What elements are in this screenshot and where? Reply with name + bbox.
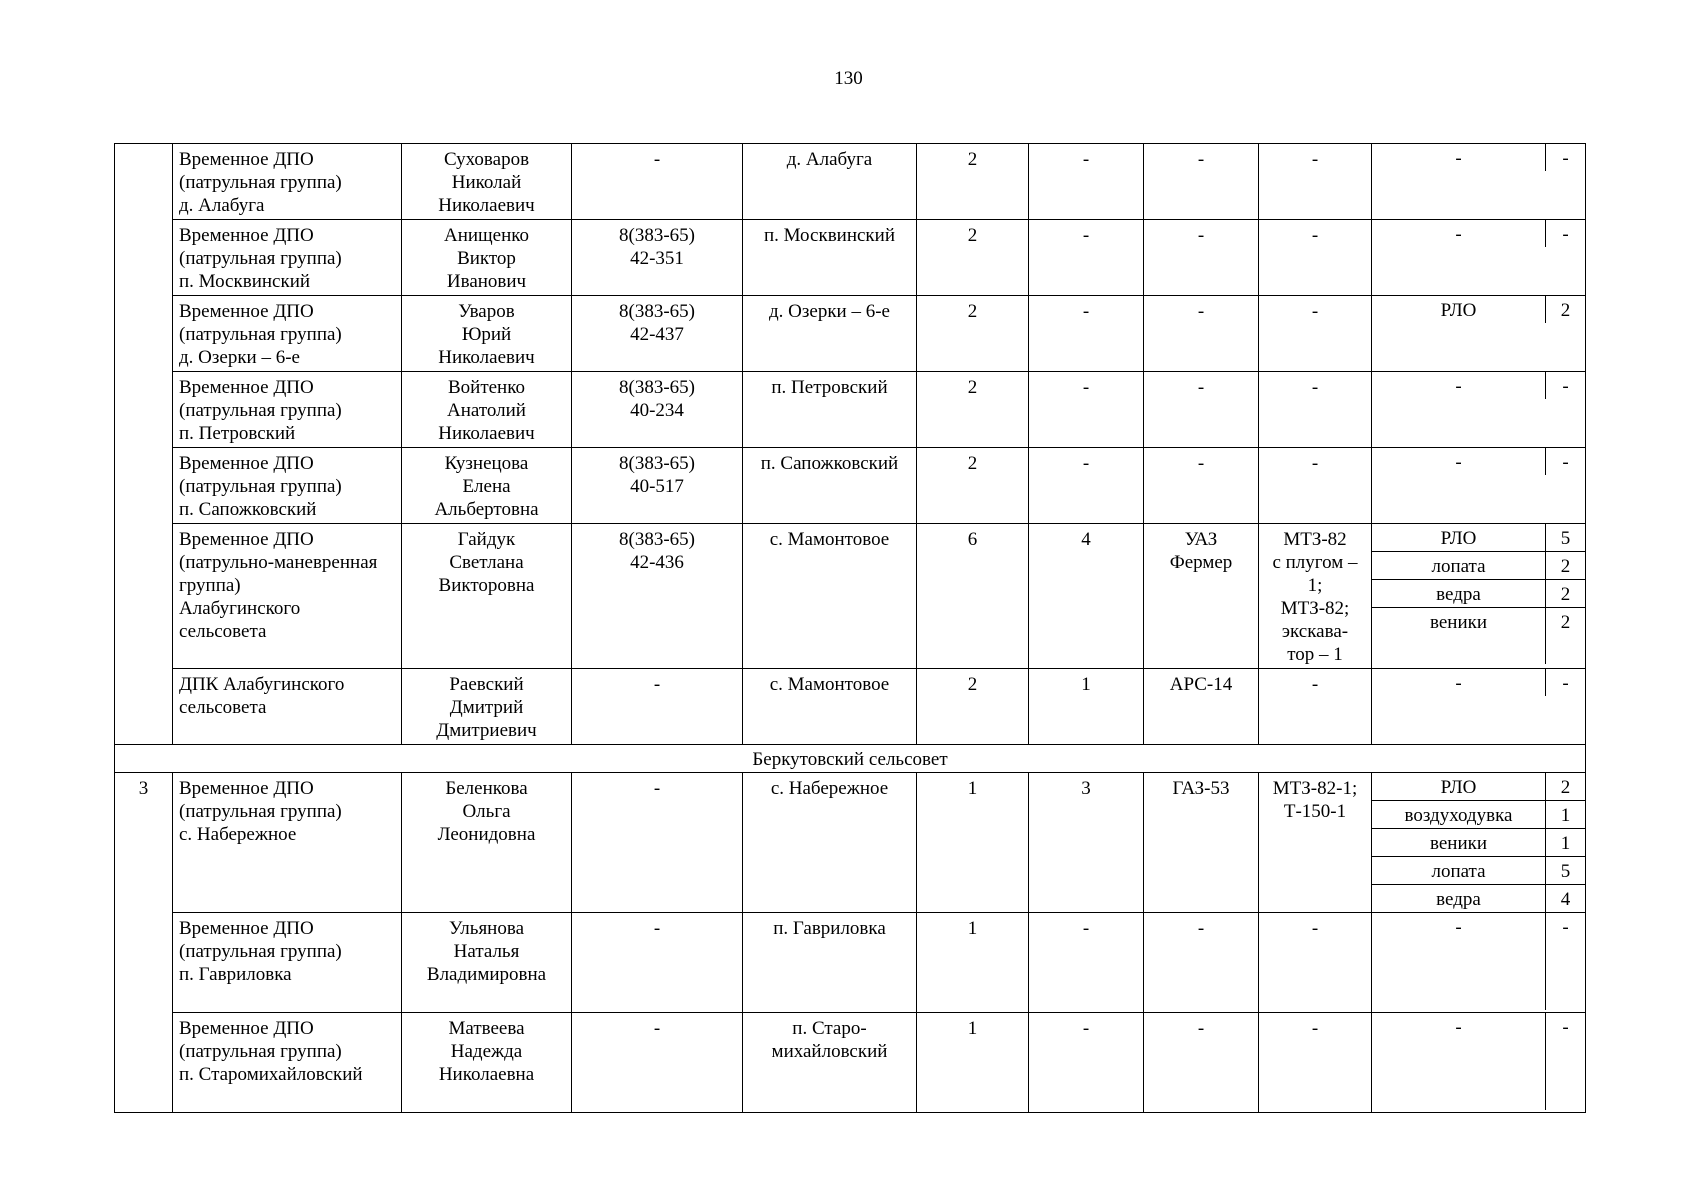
- head-cell: Кузнецова Елена Альбертовна: [402, 448, 572, 524]
- equipment-name: -: [1455, 224, 1462, 245]
- location-cell: п. Гавриловка: [743, 913, 917, 1013]
- location-cell: п. Москвинский: [743, 220, 917, 296]
- volunteers-cell: -: [1029, 913, 1144, 1013]
- fire-tech-cell: ГАЗ-53: [1144, 773, 1259, 913]
- section-row: [115, 745, 1586, 773]
- head-cell: Матвеева Надежда Николаевна: [402, 1013, 572, 1113]
- equipment-name: веники: [1372, 608, 1546, 665]
- equipment-cell: [1372, 913, 1586, 1013]
- phone-cell: 8(383-65) 42-351: [572, 220, 743, 296]
- volunteers-cell: -: [1029, 144, 1144, 220]
- equipment-name: -: [1455, 148, 1462, 169]
- equipment-name: лопата: [1372, 857, 1546, 885]
- table-row: [115, 524, 1586, 669]
- equipment-qty: 1: [1546, 801, 1586, 829]
- fire-tech-cell: -: [1144, 1013, 1259, 1113]
- volunteers-cell: -: [1029, 1013, 1144, 1113]
- location-cell: с. Набережное: [743, 773, 917, 913]
- equipment-qty: 4: [1546, 885, 1586, 913]
- equipment-name: ведра: [1372, 885, 1546, 913]
- people-cell: 6: [917, 524, 1029, 669]
- equipment-qty: 1: [1546, 829, 1586, 857]
- location-cell: с. Мамонтовое: [743, 524, 917, 669]
- page-number: 130: [834, 68, 863, 89]
- equipment-name: -: [1455, 1017, 1462, 1038]
- equipment-qty: -: [1546, 144, 1586, 171]
- unit-name-cell: Временное ДПО (патрульная группа) п. Москвинский: [173, 220, 402, 296]
- other-tech-cell: -: [1259, 296, 1372, 372]
- equipment-name: РЛО: [1440, 528, 1477, 549]
- head-cell: Беленкова Ольга Леонидовна: [402, 773, 572, 913]
- volunteers-cell: -: [1029, 372, 1144, 448]
- fire-tech-cell: УАЗ Фермер: [1144, 524, 1259, 669]
- people-cell: 1: [917, 913, 1029, 1013]
- equipment-qty: -: [1546, 913, 1586, 1010]
- equipment-qty: 2: [1546, 296, 1586, 323]
- equipment-qty: 2: [1546, 552, 1586, 580]
- phone-cell: -: [572, 1013, 743, 1113]
- equipment-qty: -: [1546, 372, 1586, 399]
- other-tech-cell: -: [1259, 144, 1372, 220]
- unit-name-cell: Временное ДПО (патрульная группа) п. Сапожковский: [173, 448, 402, 524]
- equipment-name: веники: [1372, 829, 1546, 857]
- table-row: [115, 913, 1586, 1013]
- equipment-name: лопата: [1372, 552, 1546, 580]
- equipment-cell: [1372, 773, 1586, 913]
- row-number-cell: 3: [115, 773, 173, 1113]
- location-cell: д. Алабуга: [743, 144, 917, 220]
- table-row: [115, 448, 1586, 524]
- equipment-qty: -: [1546, 220, 1586, 247]
- unit-name-cell: Временное ДПО (патрульная группа) д. Озерки – 6-е: [173, 296, 402, 372]
- table-row: [115, 220, 1586, 296]
- volunteers-cell: 1: [1029, 669, 1144, 745]
- equipment-name: -: [1455, 917, 1462, 938]
- section-title: Беркутовский сельсовет: [115, 745, 1586, 773]
- unit-name-cell: Временное ДПО (патрульная группа) п. Старомихайловский: [173, 1013, 402, 1113]
- other-tech-cell: МТЗ-82 с плугом – 1; МТЗ-82; экскава- тор – 1: [1259, 524, 1372, 669]
- equipment-name: воздуходувка: [1372, 801, 1546, 829]
- equipment-qty: -: [1546, 1013, 1586, 1110]
- location-cell: п. Петровский: [743, 372, 917, 448]
- equipment-qty: 5: [1546, 857, 1586, 885]
- head-cell: Гайдук Светлана Викторовна: [402, 524, 572, 669]
- table-row: [115, 372, 1586, 448]
- phone-cell: 8(383-65) 40-517: [572, 448, 743, 524]
- location-cell: д. Озерки – 6-е: [743, 296, 917, 372]
- people-cell: 2: [917, 220, 1029, 296]
- people-cell: 2: [917, 448, 1029, 524]
- phone-cell: -: [572, 669, 743, 745]
- equipment-cell: [1372, 372, 1586, 448]
- fire-tech-cell: -: [1144, 448, 1259, 524]
- unit-name-cell: Временное ДПО (патрульная группа) п. Петровский: [173, 372, 402, 448]
- fire-tech-cell: -: [1144, 144, 1259, 220]
- equipment-qty: -: [1546, 669, 1586, 696]
- equipment-qty: 2: [1546, 773, 1586, 801]
- other-tech-cell: МТЗ-82-1; Т-150-1: [1259, 773, 1372, 913]
- table-row: [115, 773, 1586, 913]
- equipment-cell: [1372, 448, 1586, 524]
- location-cell: п. Старо- михайловский: [743, 1013, 917, 1113]
- fire-tech-cell: -: [1144, 913, 1259, 1013]
- fire-tech-cell: -: [1144, 296, 1259, 372]
- phone-cell: -: [572, 773, 743, 913]
- fire-tech-cell: -: [1144, 372, 1259, 448]
- other-tech-cell: -: [1259, 913, 1372, 1013]
- head-cell: Войтенко Анатолий Николаевич: [402, 372, 572, 448]
- equipment-qty: -: [1546, 448, 1586, 475]
- equipment-cell: [1372, 669, 1586, 745]
- other-tech-cell: -: [1259, 220, 1372, 296]
- equipment-name: -: [1455, 376, 1462, 397]
- head-cell: Раевский Дмитрий Дмитриевич: [402, 669, 572, 745]
- table-row: [115, 669, 1586, 745]
- row-number-cell: [115, 144, 173, 745]
- unit-name-cell: ДПК Алабугинского сельсовета: [173, 669, 402, 745]
- fire-tech-cell: -: [1144, 220, 1259, 296]
- head-cell: Ульянова Наталья Владимировна: [402, 913, 572, 1013]
- head-cell: Анищенко Виктор Иванович: [402, 220, 572, 296]
- equipment-name: ведра: [1372, 580, 1546, 608]
- equipment-cell: [1372, 220, 1586, 296]
- other-tech-cell: -: [1259, 1013, 1372, 1113]
- phone-cell: 8(383-65) 42-436: [572, 524, 743, 669]
- head-cell: Уваров Юрий Николаевич: [402, 296, 572, 372]
- volunteers-cell: -: [1029, 296, 1144, 372]
- equipment-name: -: [1455, 673, 1462, 694]
- equipment-cell: [1372, 296, 1586, 372]
- head-cell: Суховаров Николай Николаевич: [402, 144, 572, 220]
- location-cell: с. Мамонтовое: [743, 669, 917, 745]
- equipment-name: -: [1455, 452, 1462, 473]
- phone-cell: 8(383-65) 42-437: [572, 296, 743, 372]
- volunteers-cell: 3: [1029, 773, 1144, 913]
- people-cell: 2: [917, 144, 1029, 220]
- unit-name-cell: Временное ДПО (патрульно-маневренная группа) Алабугинского сельсовета: [173, 524, 402, 669]
- unit-name-cell: Временное ДПО (патрульная группа) п. Гавриловка: [173, 913, 402, 1013]
- people-cell: 2: [917, 372, 1029, 448]
- phone-cell: 8(383-65) 40-234: [572, 372, 743, 448]
- people-cell: 2: [917, 296, 1029, 372]
- equipment-name: РЛО: [1440, 777, 1477, 798]
- equipment-cell: [1372, 1013, 1586, 1113]
- fire-units-table: [114, 143, 1586, 1113]
- table-row: [115, 1013, 1586, 1113]
- other-tech-cell: -: [1259, 448, 1372, 524]
- equipment-cell: [1372, 524, 1586, 669]
- equipment-qty: 5: [1546, 524, 1586, 552]
- people-cell: 1: [917, 773, 1029, 913]
- unit-name-cell: Временное ДПО (патрульная группа) д. Алабуга: [173, 144, 402, 220]
- people-cell: 1: [917, 1013, 1029, 1113]
- volunteers-cell: -: [1029, 448, 1144, 524]
- phone-cell: -: [572, 913, 743, 1013]
- unit-name-cell: Временное ДПО (патрульная группа) с. Набережное: [173, 773, 402, 913]
- people-cell: 2: [917, 669, 1029, 745]
- other-tech-cell: -: [1259, 669, 1372, 745]
- other-tech-cell: -: [1259, 372, 1372, 448]
- fire-tech-cell: АРС-14: [1144, 669, 1259, 745]
- equipment-qty: 2: [1546, 580, 1586, 608]
- equipment-qty: 2: [1546, 608, 1586, 665]
- table-row: [115, 296, 1586, 372]
- equipment-name: РЛО: [1440, 300, 1477, 321]
- volunteers-cell: -: [1029, 220, 1144, 296]
- table-row: [115, 144, 1586, 220]
- location-cell: п. Сапожковский: [743, 448, 917, 524]
- equipment-cell: [1372, 144, 1586, 220]
- volunteers-cell: 4: [1029, 524, 1144, 669]
- phone-cell: -: [572, 144, 743, 220]
